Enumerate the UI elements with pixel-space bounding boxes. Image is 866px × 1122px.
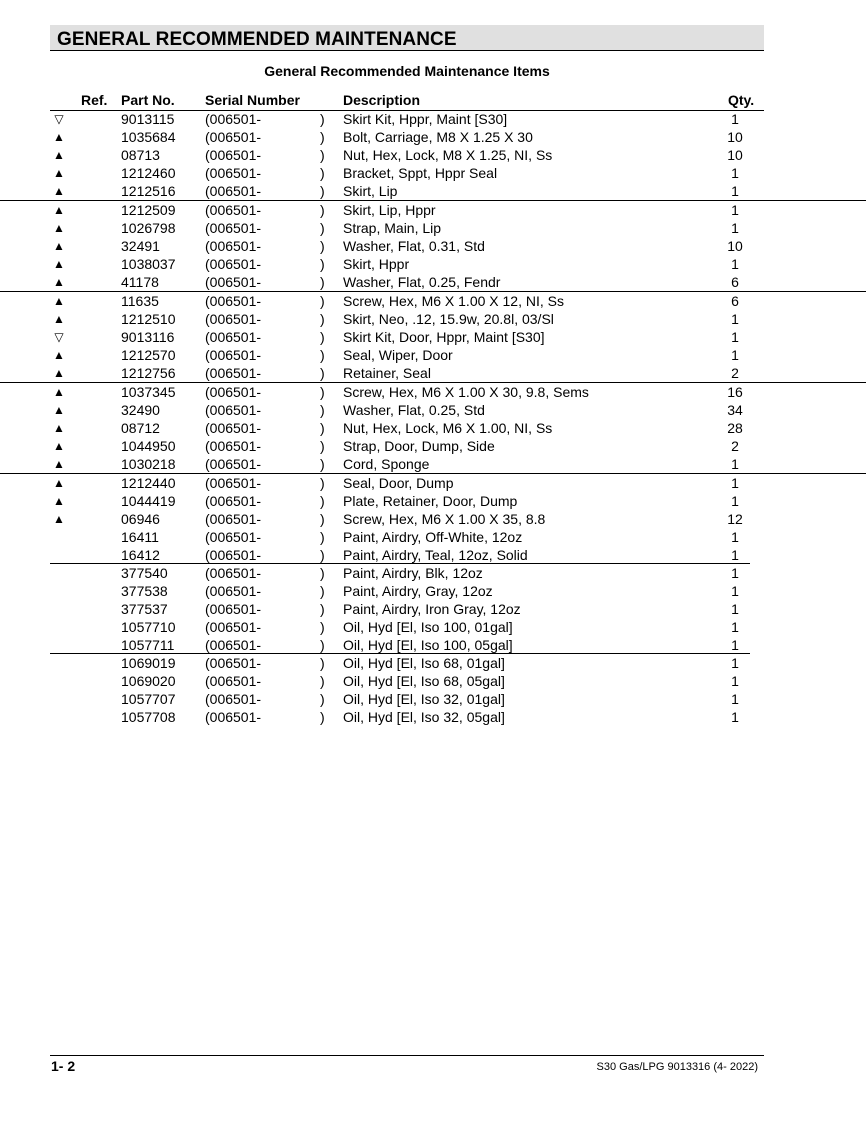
part-number: 08713 [121, 147, 160, 163]
parts-table [0, 110, 866, 726]
description: Plate, Retainer, Door, Dump [343, 493, 518, 509]
quantity: 1 [731, 256, 739, 272]
serial-close: ) [320, 565, 325, 581]
serial-number: (006501- [205, 511, 262, 527]
serial-close: ) [320, 583, 325, 599]
serial-close: ) [320, 691, 325, 707]
page-number: 1- 2 [51, 1058, 76, 1074]
part-number: 1069019 [121, 655, 176, 671]
part-number: 1212460 [121, 165, 176, 181]
part-number: 1044419 [121, 493, 176, 509]
quantity: 6 [731, 293, 739, 309]
ref-marker: ▲ [53, 494, 65, 508]
serial-close: ) [320, 601, 325, 617]
quantity: 1 [731, 456, 739, 472]
description: Paint, Airdry, Blk, 12oz [343, 565, 483, 581]
description: Oil, Hyd [El, Iso 100, 05gal] [343, 637, 513, 653]
serial-number: (006501- [205, 183, 262, 199]
table-row [0, 219, 866, 237]
description: Nut, Hex, Lock, M6 X 1.00, NI, Ss [343, 420, 553, 436]
ref-marker: ▲ [53, 221, 65, 235]
serial-number: (006501- [205, 655, 262, 671]
table-row [0, 273, 866, 292]
ref-marker: ▲ [53, 166, 65, 180]
serial-number: (006501- [205, 456, 262, 472]
part-number: 1026798 [121, 220, 176, 236]
description: Paint, Airdry, Teal, 12oz, Solid [343, 547, 528, 563]
part-number: 32490 [121, 402, 160, 418]
page-title: GENERAL RECOMMENDED MAINTENANCE [57, 29, 457, 50]
part-number: 1212570 [121, 347, 176, 363]
quantity: 2 [731, 438, 739, 454]
serial-close: ) [320, 165, 325, 181]
ref-marker: ▲ [53, 476, 65, 490]
quantity: 28 [727, 420, 743, 436]
quantity: 1 [731, 601, 739, 617]
quantity: 12 [727, 511, 743, 527]
description: Skirt Kit, Hppr, Maint [S30] [343, 111, 508, 127]
part-number: 1212510 [121, 311, 176, 327]
quantity: 16 [727, 384, 743, 400]
part-number: 1057707 [121, 691, 176, 707]
serial-number: (006501- [205, 329, 262, 345]
serial-close: ) [320, 274, 325, 290]
part-number: 1038037 [121, 256, 176, 272]
ref-marker: ▽ [54, 112, 64, 126]
col-header-part: Part No. [121, 92, 175, 108]
table-row [0, 564, 866, 582]
serial-number: (006501- [205, 565, 262, 581]
serial-close: ) [320, 129, 325, 145]
ref-marker: ▲ [53, 130, 65, 144]
table-row [0, 582, 866, 600]
table-row [0, 182, 866, 201]
description: Nut, Hex, Lock, M8 X 1.25, NI, Ss [343, 147, 553, 163]
part-number: 377537 [121, 601, 168, 617]
serial-close: ) [320, 238, 325, 254]
quantity: 1 [731, 329, 739, 345]
table-row [0, 600, 866, 618]
serial-number: (006501- [205, 709, 262, 725]
serial-number: (006501- [205, 384, 262, 400]
description: Bolt, Carriage, M8 X 1.25 X 30 [343, 129, 533, 145]
part-number: 1037345 [121, 384, 176, 400]
description: Seal, Wiper, Door [343, 347, 453, 363]
description: Seal, Door, Dump [343, 475, 454, 491]
ref-marker: ▲ [53, 421, 65, 435]
ref-marker: ▲ [53, 275, 65, 289]
table-row [0, 201, 866, 219]
ref-marker: ▲ [53, 512, 65, 526]
table-row [0, 401, 866, 419]
quantity: 1 [731, 529, 739, 545]
table-row [0, 455, 866, 474]
part-number: 1212756 [121, 365, 176, 381]
serial-close: ) [320, 293, 325, 309]
ref-marker: ▽ [54, 330, 64, 344]
table-subtitle: General Recommended Maintenance Items [264, 63, 550, 79]
table-row [0, 128, 866, 146]
serial-number: (006501- [205, 420, 262, 436]
quantity: 1 [731, 547, 739, 563]
description: Washer, Flat, 0.31, Std [343, 238, 485, 254]
part-number: 1069020 [121, 673, 176, 689]
serial-close: ) [320, 709, 325, 725]
serial-number: (006501- [205, 619, 262, 635]
quantity: 1 [731, 691, 739, 707]
serial-number: (006501- [205, 475, 262, 491]
serial-close: ) [320, 655, 325, 671]
part-number: 1044950 [121, 438, 176, 454]
quantity: 1 [731, 347, 739, 363]
part-number: 11635 [121, 293, 159, 309]
quantity: 1 [731, 493, 739, 509]
serial-close: ) [320, 347, 325, 363]
table-row [0, 672, 866, 690]
quantity: 1 [731, 111, 739, 127]
description: Screw, Hex, M6 X 1.00 X 30, 9.8, Sems [343, 384, 589, 400]
serial-close: ) [320, 147, 325, 163]
description: Paint, Airdry, Gray, 12oz [343, 583, 493, 599]
part-number: 41178 [121, 274, 159, 290]
table-row [0, 654, 866, 672]
serial-close: ) [320, 493, 325, 509]
description: Skirt, Hppr [343, 256, 410, 272]
serial-close: ) [320, 456, 325, 472]
table-row [0, 474, 866, 492]
serial-close: ) [320, 402, 325, 418]
serial-close: ) [320, 365, 325, 381]
table-row [0, 492, 866, 510]
serial-number: (006501- [205, 493, 262, 509]
serial-number: (006501- [205, 347, 262, 363]
serial-close: ) [320, 111, 325, 127]
description: Bracket, Sppt, Hppr Seal [343, 165, 498, 181]
serial-close: ) [320, 475, 325, 491]
serial-number: (006501- [205, 691, 262, 707]
description: Washer, Flat, 0.25, Fendr [343, 274, 501, 290]
table-row [0, 383, 866, 401]
ref-marker: ▲ [53, 457, 65, 471]
quantity: 1 [731, 165, 739, 181]
table-row [0, 708, 866, 726]
quantity: 1 [731, 619, 739, 635]
serial-number: (006501- [205, 147, 262, 163]
part-number: 16412 [121, 547, 160, 563]
ref-marker: ▲ [53, 366, 65, 380]
table-row [0, 346, 866, 364]
serial-number: (006501- [205, 601, 262, 617]
quantity: 1 [731, 475, 739, 491]
serial-close: ) [320, 547, 325, 563]
col-header-serial: Serial Number [205, 92, 300, 108]
footer-divider [50, 1055, 764, 1056]
description: Oil, Hyd [El, Iso 100, 01gal] [343, 619, 513, 635]
description: Skirt, Lip, Hppr [343, 202, 436, 218]
part-number: 9013116 [121, 329, 175, 345]
serial-close: ) [320, 256, 325, 272]
part-number: 16411 [121, 529, 159, 545]
description: Skirt, Neo, .12, 15.9w, 20.8l, 03/Sl [343, 311, 554, 327]
serial-close: ) [320, 311, 325, 327]
ref-marker: ▲ [53, 439, 65, 453]
quantity: 1 [731, 220, 739, 236]
part-number: 1212516 [121, 183, 176, 199]
part-number: 1035684 [121, 129, 176, 145]
column-headers [0, 92, 866, 110]
serial-close: ) [320, 637, 325, 653]
ref-marker: ▲ [53, 294, 65, 308]
quantity: 10 [727, 147, 743, 163]
serial-number: (006501- [205, 529, 262, 545]
table-row [0, 237, 866, 255]
description: Oil, Hyd [El, Iso 68, 01gal] [343, 655, 505, 671]
serial-close: ) [320, 183, 325, 199]
serial-close: ) [320, 420, 325, 436]
table-row [0, 546, 866, 564]
serial-number: (006501- [205, 220, 262, 236]
ref-marker: ▲ [53, 184, 65, 198]
serial-close: ) [320, 673, 325, 689]
description: Screw, Hex, M6 X 1.00 X 12, NI, Ss [343, 293, 564, 309]
part-number: 377538 [121, 583, 168, 599]
serial-close: ) [320, 384, 325, 400]
ref-marker: ▲ [53, 385, 65, 399]
serial-number: (006501- [205, 202, 262, 218]
description: Oil, Hyd [El, Iso 32, 01gal] [343, 691, 505, 707]
serial-number: (006501- [205, 274, 262, 290]
part-number: 1212509 [121, 202, 176, 218]
serial-number: (006501- [205, 165, 262, 181]
serial-number: (006501- [205, 673, 262, 689]
serial-close: ) [320, 220, 325, 236]
table-row [0, 510, 866, 528]
description: Washer, Flat, 0.25, Std [343, 402, 485, 418]
serial-number: (006501- [205, 238, 262, 254]
description: Paint, Airdry, Off-White, 12oz [343, 529, 523, 545]
serial-close: ) [320, 202, 325, 218]
document-id: S30 Gas/LPG 9013316 (4- 2022) [596, 1061, 758, 1073]
ref-marker: ▲ [53, 257, 65, 271]
table-row [0, 636, 866, 654]
description: Oil, Hyd [El, Iso 32, 05gal] [343, 709, 505, 725]
description: Skirt Kit, Door, Hppr, Maint [S30] [343, 329, 545, 345]
table-row [0, 528, 866, 546]
part-number: 1057708 [121, 709, 176, 725]
serial-number: (006501- [205, 129, 262, 145]
serial-number: (006501- [205, 293, 262, 309]
ref-marker: ▲ [53, 348, 65, 362]
serial-close: ) [320, 438, 325, 454]
quantity: 6 [731, 274, 739, 290]
table-row [0, 437, 866, 455]
quantity: 34 [727, 402, 743, 418]
serial-close: ) [320, 329, 325, 345]
part-number: 1212440 [121, 475, 176, 491]
serial-number: (006501- [205, 637, 262, 653]
table-row [0, 618, 866, 636]
quantity: 1 [731, 202, 739, 218]
ref-marker: ▲ [53, 148, 65, 162]
serial-close: ) [320, 529, 325, 545]
quantity: 1 [731, 311, 739, 327]
part-number: 1057710 [121, 619, 176, 635]
table-row [0, 310, 866, 328]
ref-marker: ▲ [53, 312, 65, 326]
ref-marker: ▲ [53, 239, 65, 253]
col-header-ref: Ref. [81, 92, 108, 108]
serial-close: ) [320, 511, 325, 527]
part-number: 08712 [121, 420, 160, 436]
quantity: 10 [727, 238, 743, 254]
quantity: 1 [731, 565, 739, 581]
part-number: 1057711 [121, 637, 175, 653]
table-row [0, 164, 866, 182]
serial-number: (006501- [205, 311, 262, 327]
description: Strap, Door, Dump, Side [343, 438, 495, 454]
description: Skirt, Lip [343, 183, 398, 199]
quantity: 2 [731, 365, 739, 381]
ref-marker: ▲ [53, 203, 65, 217]
table-row [0, 255, 866, 273]
description: Cord, Sponge [343, 456, 430, 472]
serial-number: (006501- [205, 583, 262, 599]
serial-number: (006501- [205, 438, 262, 454]
quantity: 1 [731, 637, 739, 653]
quantity: 1 [731, 709, 739, 725]
table-row [0, 146, 866, 164]
serial-close: ) [320, 619, 325, 635]
col-header-qty: Qty. [728, 92, 755, 108]
page-header [50, 25, 764, 51]
table-row [0, 419, 866, 437]
part-number: 32491 [121, 238, 160, 254]
part-number: 377540 [121, 565, 168, 581]
description: Strap, Main, Lip [343, 220, 442, 236]
description: Paint, Airdry, Iron Gray, 12oz [343, 601, 521, 617]
col-header-description: Description [343, 92, 421, 108]
table-row [0, 110, 866, 128]
part-number: 1030218 [121, 456, 176, 472]
description: Screw, Hex, M6 X 1.00 X 35, 8.8 [343, 511, 546, 527]
part-number: 9013115 [121, 111, 175, 127]
ref-marker: ▲ [53, 403, 65, 417]
table-row [0, 292, 866, 310]
quantity: 1 [731, 673, 739, 689]
quantity: 1 [731, 583, 739, 599]
quantity: 1 [731, 655, 739, 671]
description: Oil, Hyd [El, Iso 68, 05gal] [343, 673, 505, 689]
table-row [0, 364, 866, 383]
part-number: 06946 [121, 511, 160, 527]
serial-number: (006501- [205, 111, 262, 127]
serial-number: (006501- [205, 256, 262, 272]
serial-number: (006501- [205, 402, 262, 418]
description: Retainer, Seal [343, 365, 431, 381]
table-row [0, 328, 866, 346]
serial-number: (006501- [205, 365, 262, 381]
serial-number: (006501- [205, 547, 262, 563]
quantity: 1 [731, 183, 739, 199]
quantity: 10 [727, 129, 743, 145]
table-row [0, 690, 866, 708]
